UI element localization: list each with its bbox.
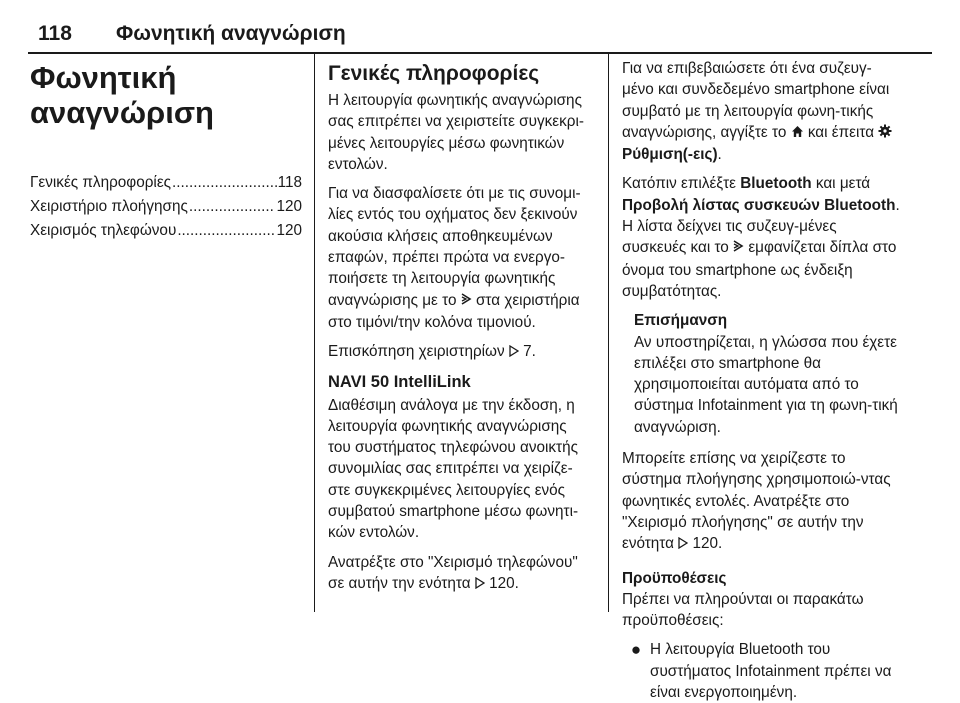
paragraph: Επισκόπηση χειριστηρίων 7. [328, 341, 592, 363]
page-reference-icon [475, 574, 485, 595]
column-general-info [328, 58, 592, 603]
paragraph: Για να επιβεβαιώσετε ότι ένα συζευγ-μένο και συνδεδεμένο smartphone είναι συμβατό με τη λειτουργία φωνη-τικής αναγνώρισης, αγγίξτε το και έπειτα Ρύθμιση(-εις). [622, 58, 900, 165]
running-title: Φωνητική αναγνώριση [116, 22, 346, 45]
bluetooth-label: Bluetooth [740, 175, 812, 193]
subsection-heading: NAVI 50 IntelliLink [328, 372, 471, 391]
page-reference-icon [678, 534, 688, 555]
paragraph: Μπορείτε επίσης να χειρίζεστε το σύστημα πλοήγησης χρησιμοποιώ-ντας φωνητικές εντολές. Ανατρέξτε στο "Χειρισμό πλοήγησης" σε αυτήν την ενότητα 120. [622, 448, 900, 555]
column-compatibility [622, 58, 900, 703]
paragraph: Διαθέσιμη ανάλογα με την έκδοση, η λειτουργία φωνητικής αναγνώρισης του συστήματος τηλεφώνου ανοικτής συνομιλίας σας επιτρέπει να χειρίζε-στε συγκεκριμένες λειτουργίες ενός συμβατού smartphone μέσω φωνητι-κών εντολών. [328, 396, 579, 542]
table-of-contents [30, 172, 302, 242]
voice-control-icon [461, 291, 472, 312]
bullet-icon: ● [630, 640, 642, 660]
list-item: ● Η λειτουργία Bluetooth του συστήματος Infotainment πρέπει να είναι ενεργοποιημένη. [622, 639, 900, 703]
toc-entry[interactable]: Γενικές πληροφορίες ..... 118 [30, 172, 302, 194]
column-divider-2 [608, 52, 609, 612]
toc-leader [177, 220, 275, 242]
chapter-title: Φωνητική αναγνώριση [30, 60, 214, 130]
paragraph: Για να διασφαλίσετε ότι με τις συνομι-λίες εντός του οχήματος δεν ξεκινούν ακούσια κλήσεις αποθηκευμένων επαφών, πρέπει πρώτα να ενεργο-ποιήσετε τη λειτουργία φωνητικής αναγνώρισης με το στα χειριστήρια στο τιμόνι/την κολόνα τιμονιού. [328, 185, 581, 331]
column-divider-1 [314, 52, 315, 612]
note-text: Αν υποστηρίζεται, η γλώσσα που έχετε επιλέξει στο smartphone θα χρησιμοποιείται αυτόματα από το σύστημα Infotainment για τη φωνη-τική αναγνώριση. [634, 333, 898, 436]
page-reference[interactable]: 120. [489, 574, 519, 592]
note-box [622, 310, 900, 438]
toc-entry[interactable]: Χειριστήριο πλοήγησης ..... 120 [30, 196, 302, 218]
paragraph: Ανατρέξτε στο "Χειρισμό τηλεφώνου" σε αυτήν την ενότητα 120. [328, 552, 592, 596]
column-chapter [30, 58, 302, 244]
toc-entry[interactable]: Χειρισμός τηλεφώνου ..... 120 [30, 220, 302, 242]
page-number: 118 [38, 22, 72, 45]
note-title: Επισήμανση [634, 312, 728, 330]
page-reference-icon [509, 342, 519, 363]
prerequisites-heading: Προϋποθέσεις [622, 569, 727, 587]
device-list-label: Προβολή λίστας συσκευών Bluetooth [622, 196, 896, 214]
settings-gear-icon [878, 123, 892, 144]
header-rule [28, 52, 932, 54]
paragraph: Κατόπιν επιλέξτε Bluetooth και μετά Προβολή λίστας συσκευών Bluetooth. Η λίστα δείχνει τις συζευγ-μένες συσκευές και το εμφανίζεται δίπλα στο όνομα του smartphone ως ένδειξη συμβατότητας. [622, 175, 900, 300]
page-reference[interactable]: 120. [692, 535, 723, 553]
toc-leader [172, 172, 277, 194]
settings-label: Ρύθμιση(-εις) [622, 146, 718, 164]
home-icon [791, 123, 804, 144]
voice-control-icon [733, 238, 744, 259]
toc-leader [189, 196, 276, 218]
paragraph: Πρέπει να πληρούνται οι παρακάτω προϋποθέσεις: [622, 590, 864, 630]
page-reference[interactable]: 7. [523, 343, 536, 361]
page-header [28, 10, 932, 54]
section-heading: Γενικές πληροφορίες [328, 62, 540, 85]
paragraph: Η λειτουργία φωνητικής αναγνώρισης σας επιτρέπει να χειριστείτε συγκεκρι-μένες λειτουργίες μέσω φωνητικών εντολών. [328, 92, 584, 173]
